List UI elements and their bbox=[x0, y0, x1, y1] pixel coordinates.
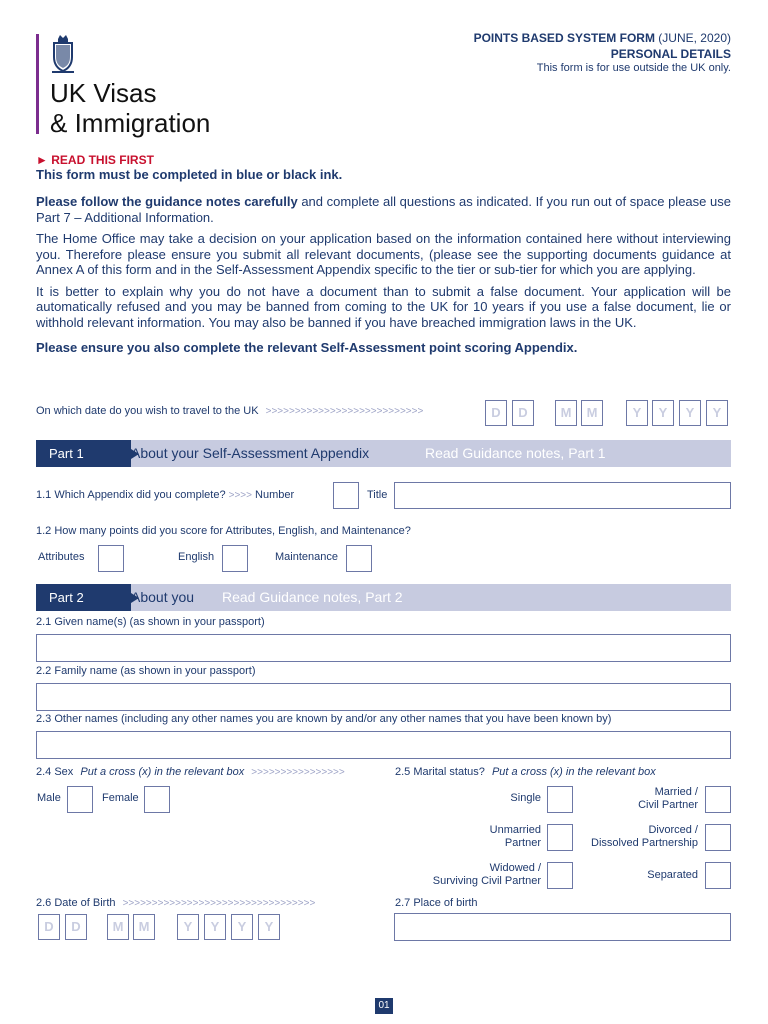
intro-p1-rest: and complete all questions as indicated. If you run out of space please use Part 7 – Additional Information. bbox=[36, 194, 731, 225]
q26-text: 2.6 Date of Birth bbox=[36, 897, 116, 909]
form-title bbox=[474, 31, 731, 45]
q12-label: 1.2 How many points did you score for Attributes, English, and Maintenance? bbox=[36, 525, 411, 537]
place-of-birth-input[interactable] bbox=[394, 913, 731, 941]
married-label bbox=[638, 786, 698, 812]
intro-p1-bold: Please follow the guidance notes carefully bbox=[36, 194, 298, 209]
widowed-line2: Surviving Civil Partner bbox=[432, 875, 541, 887]
logo-text bbox=[50, 78, 210, 138]
appendix-number-input[interactable] bbox=[333, 482, 359, 509]
dob-year-3[interactable]: Y bbox=[231, 914, 253, 940]
title-label: Title bbox=[367, 489, 388, 501]
other-names-input[interactable] bbox=[36, 731, 731, 759]
unmarried-line1: Unmarried bbox=[489, 824, 541, 836]
travel-month-1[interactable]: M bbox=[555, 400, 577, 426]
intro-p2: The Home Office may take a decision on your application based on the information contained here without interviewing you. Therefore please ensure you submit all relevant documents, (please see the supporting documents guidance at Annex A of this form and in the Self-Assessment Appendix specific to the tier or sub-tier for which you are applying. bbox=[36, 231, 731, 277]
q11-text: 1.1 Which Appendix did you complete? bbox=[36, 489, 226, 501]
part2-tag: Part 2 bbox=[36, 584, 131, 611]
travel-arrows: >>>>>>>>>>>>>>>>>>>>>>>>>>> bbox=[265, 406, 424, 417]
male-label: Male bbox=[37, 792, 61, 804]
q23-label: 2.3 Other names (including any other names you are known by and/or any other names that you have been known by) bbox=[36, 713, 612, 725]
logo-bar bbox=[36, 34, 39, 134]
logo-line2: & Immigration bbox=[50, 108, 211, 138]
widowed-label bbox=[433, 862, 541, 888]
crest-icon bbox=[50, 33, 76, 75]
divorced-label bbox=[591, 824, 698, 850]
form-note: This form is for use outside the UK only. bbox=[536, 62, 731, 74]
intro-p1 bbox=[36, 194, 731, 225]
travel-year-3[interactable]: Y bbox=[679, 400, 701, 426]
dob-year-1[interactable]: Y bbox=[177, 914, 199, 940]
q11-label bbox=[36, 489, 294, 501]
part1-title: About your Self-Assessment Appendix bbox=[131, 445, 370, 461]
travel-day-2[interactable]: D bbox=[512, 400, 534, 426]
section-title: PERSONAL DETAILS bbox=[610, 47, 731, 61]
dob-year-2[interactable]: Y bbox=[204, 914, 226, 940]
intro-paragraphs bbox=[36, 194, 731, 356]
q11-arrows: >>>> bbox=[228, 490, 252, 501]
logo-line1: UK Visas bbox=[50, 78, 157, 108]
q26-label bbox=[36, 897, 315, 909]
q21-label: 2.1 Given name(s) (as shown in your passport) bbox=[36, 616, 265, 628]
part1-header bbox=[36, 440, 731, 467]
q22-label: 2.2 Family name (as shown in your passport) bbox=[36, 665, 256, 677]
part2-title: About you bbox=[131, 589, 195, 605]
q24-hint: Put a cross (x) in the relevant box bbox=[80, 766, 245, 778]
dob-day-2[interactable]: D bbox=[65, 914, 87, 940]
part2-guide: Read Guidance notes, Part 2 bbox=[222, 589, 403, 605]
travel-month-2[interactable]: M bbox=[581, 400, 603, 426]
unmarried-checkbox[interactable] bbox=[547, 824, 573, 851]
form-title-bold: POINTS BASED SYSTEM FORM bbox=[473, 31, 655, 45]
male-checkbox[interactable] bbox=[67, 786, 93, 813]
appendix-title-input[interactable] bbox=[394, 482, 731, 509]
travel-label-text: On which date do you wish to travel to the UK bbox=[36, 405, 259, 417]
maintenance-input[interactable] bbox=[346, 545, 372, 572]
dob-year-4[interactable]: Y bbox=[258, 914, 280, 940]
maintenance-label: Maintenance bbox=[275, 551, 338, 563]
travel-day-1[interactable]: D bbox=[485, 400, 507, 426]
travel-year-2[interactable]: Y bbox=[652, 400, 674, 426]
q25-text: 2.5 Marital status? bbox=[395, 766, 485, 778]
intro-p3: It is better to explain why you do not have a document than to submit a false document. Your application will be automatically refused and you may be banned from coming to the UK for 10 years if you use a false document, lie or withhold relevant information. You may also be banned if you have breached immigration laws in the UK. bbox=[36, 283, 731, 330]
read-first bbox=[36, 153, 154, 167]
divorced-checkbox[interactable] bbox=[705, 824, 731, 851]
divorced-line1: Divorced / bbox=[648, 824, 698, 836]
travel-year-4[interactable]: Y bbox=[706, 400, 728, 426]
q24-label bbox=[36, 766, 345, 778]
part2-header bbox=[36, 584, 731, 611]
divorced-line2: Dissolved Partnership bbox=[591, 837, 698, 849]
married-checkbox[interactable] bbox=[705, 786, 731, 813]
form-title-date: (JUNE, 2020) bbox=[658, 31, 731, 45]
family-name-input[interactable] bbox=[36, 683, 731, 711]
single-label: Single bbox=[510, 792, 541, 804]
arrow-right-icon: ► bbox=[36, 153, 48, 167]
intro-p4: Please ensure you also complete the relevant Self-Assessment point scoring Appendix. bbox=[36, 340, 578, 355]
widowed-checkbox[interactable] bbox=[547, 862, 573, 889]
unmarried-label bbox=[490, 824, 541, 850]
q24-text: 2.4 Sex bbox=[36, 766, 74, 778]
married-line2: Civil Partner bbox=[638, 799, 698, 811]
english-label: English bbox=[178, 551, 215, 563]
unmarried-line2: Partner bbox=[504, 837, 541, 849]
given-names-input[interactable] bbox=[36, 634, 731, 662]
married-line1: Married / bbox=[654, 786, 698, 798]
read-first-label: READ THIS FIRST bbox=[51, 153, 154, 167]
english-input[interactable] bbox=[222, 545, 248, 572]
page-number: 01 bbox=[375, 998, 393, 1014]
attributes-label: Attributes bbox=[38, 551, 85, 563]
attributes-input[interactable] bbox=[98, 545, 124, 572]
ink-note: This form must be completed in blue or black ink. bbox=[36, 167, 343, 182]
q25-hint: Put a cross (x) in the relevant box bbox=[491, 766, 656, 778]
dob-month-1[interactable]: M bbox=[107, 914, 129, 940]
part1-guide: Read Guidance notes, Part 1 bbox=[425, 445, 606, 461]
separated-label: Separated bbox=[647, 869, 698, 881]
q25-label bbox=[395, 766, 656, 778]
part1-tag: Part 1 bbox=[36, 440, 131, 467]
q26-arrows: >>>>>>>>>>>>>>>>>>>>>>>>>>>>>>>>> bbox=[122, 898, 316, 909]
travel-label bbox=[36, 405, 423, 417]
separated-checkbox[interactable] bbox=[705, 862, 731, 889]
travel-year-1[interactable]: Y bbox=[626, 400, 648, 426]
female-label: Female bbox=[102, 792, 139, 804]
dob-day-1[interactable]: D bbox=[38, 914, 60, 940]
q24-arrows: >>>>>>>>>>>>>>>> bbox=[251, 767, 345, 778]
single-checkbox[interactable] bbox=[547, 786, 573, 813]
female-checkbox[interactable] bbox=[144, 786, 170, 813]
number-label: Number bbox=[255, 489, 295, 501]
widowed-line1: Widowed / bbox=[489, 862, 541, 874]
q27-label: 2.7 Place of birth bbox=[395, 897, 478, 909]
dob-month-2[interactable]: M bbox=[133, 914, 155, 940]
